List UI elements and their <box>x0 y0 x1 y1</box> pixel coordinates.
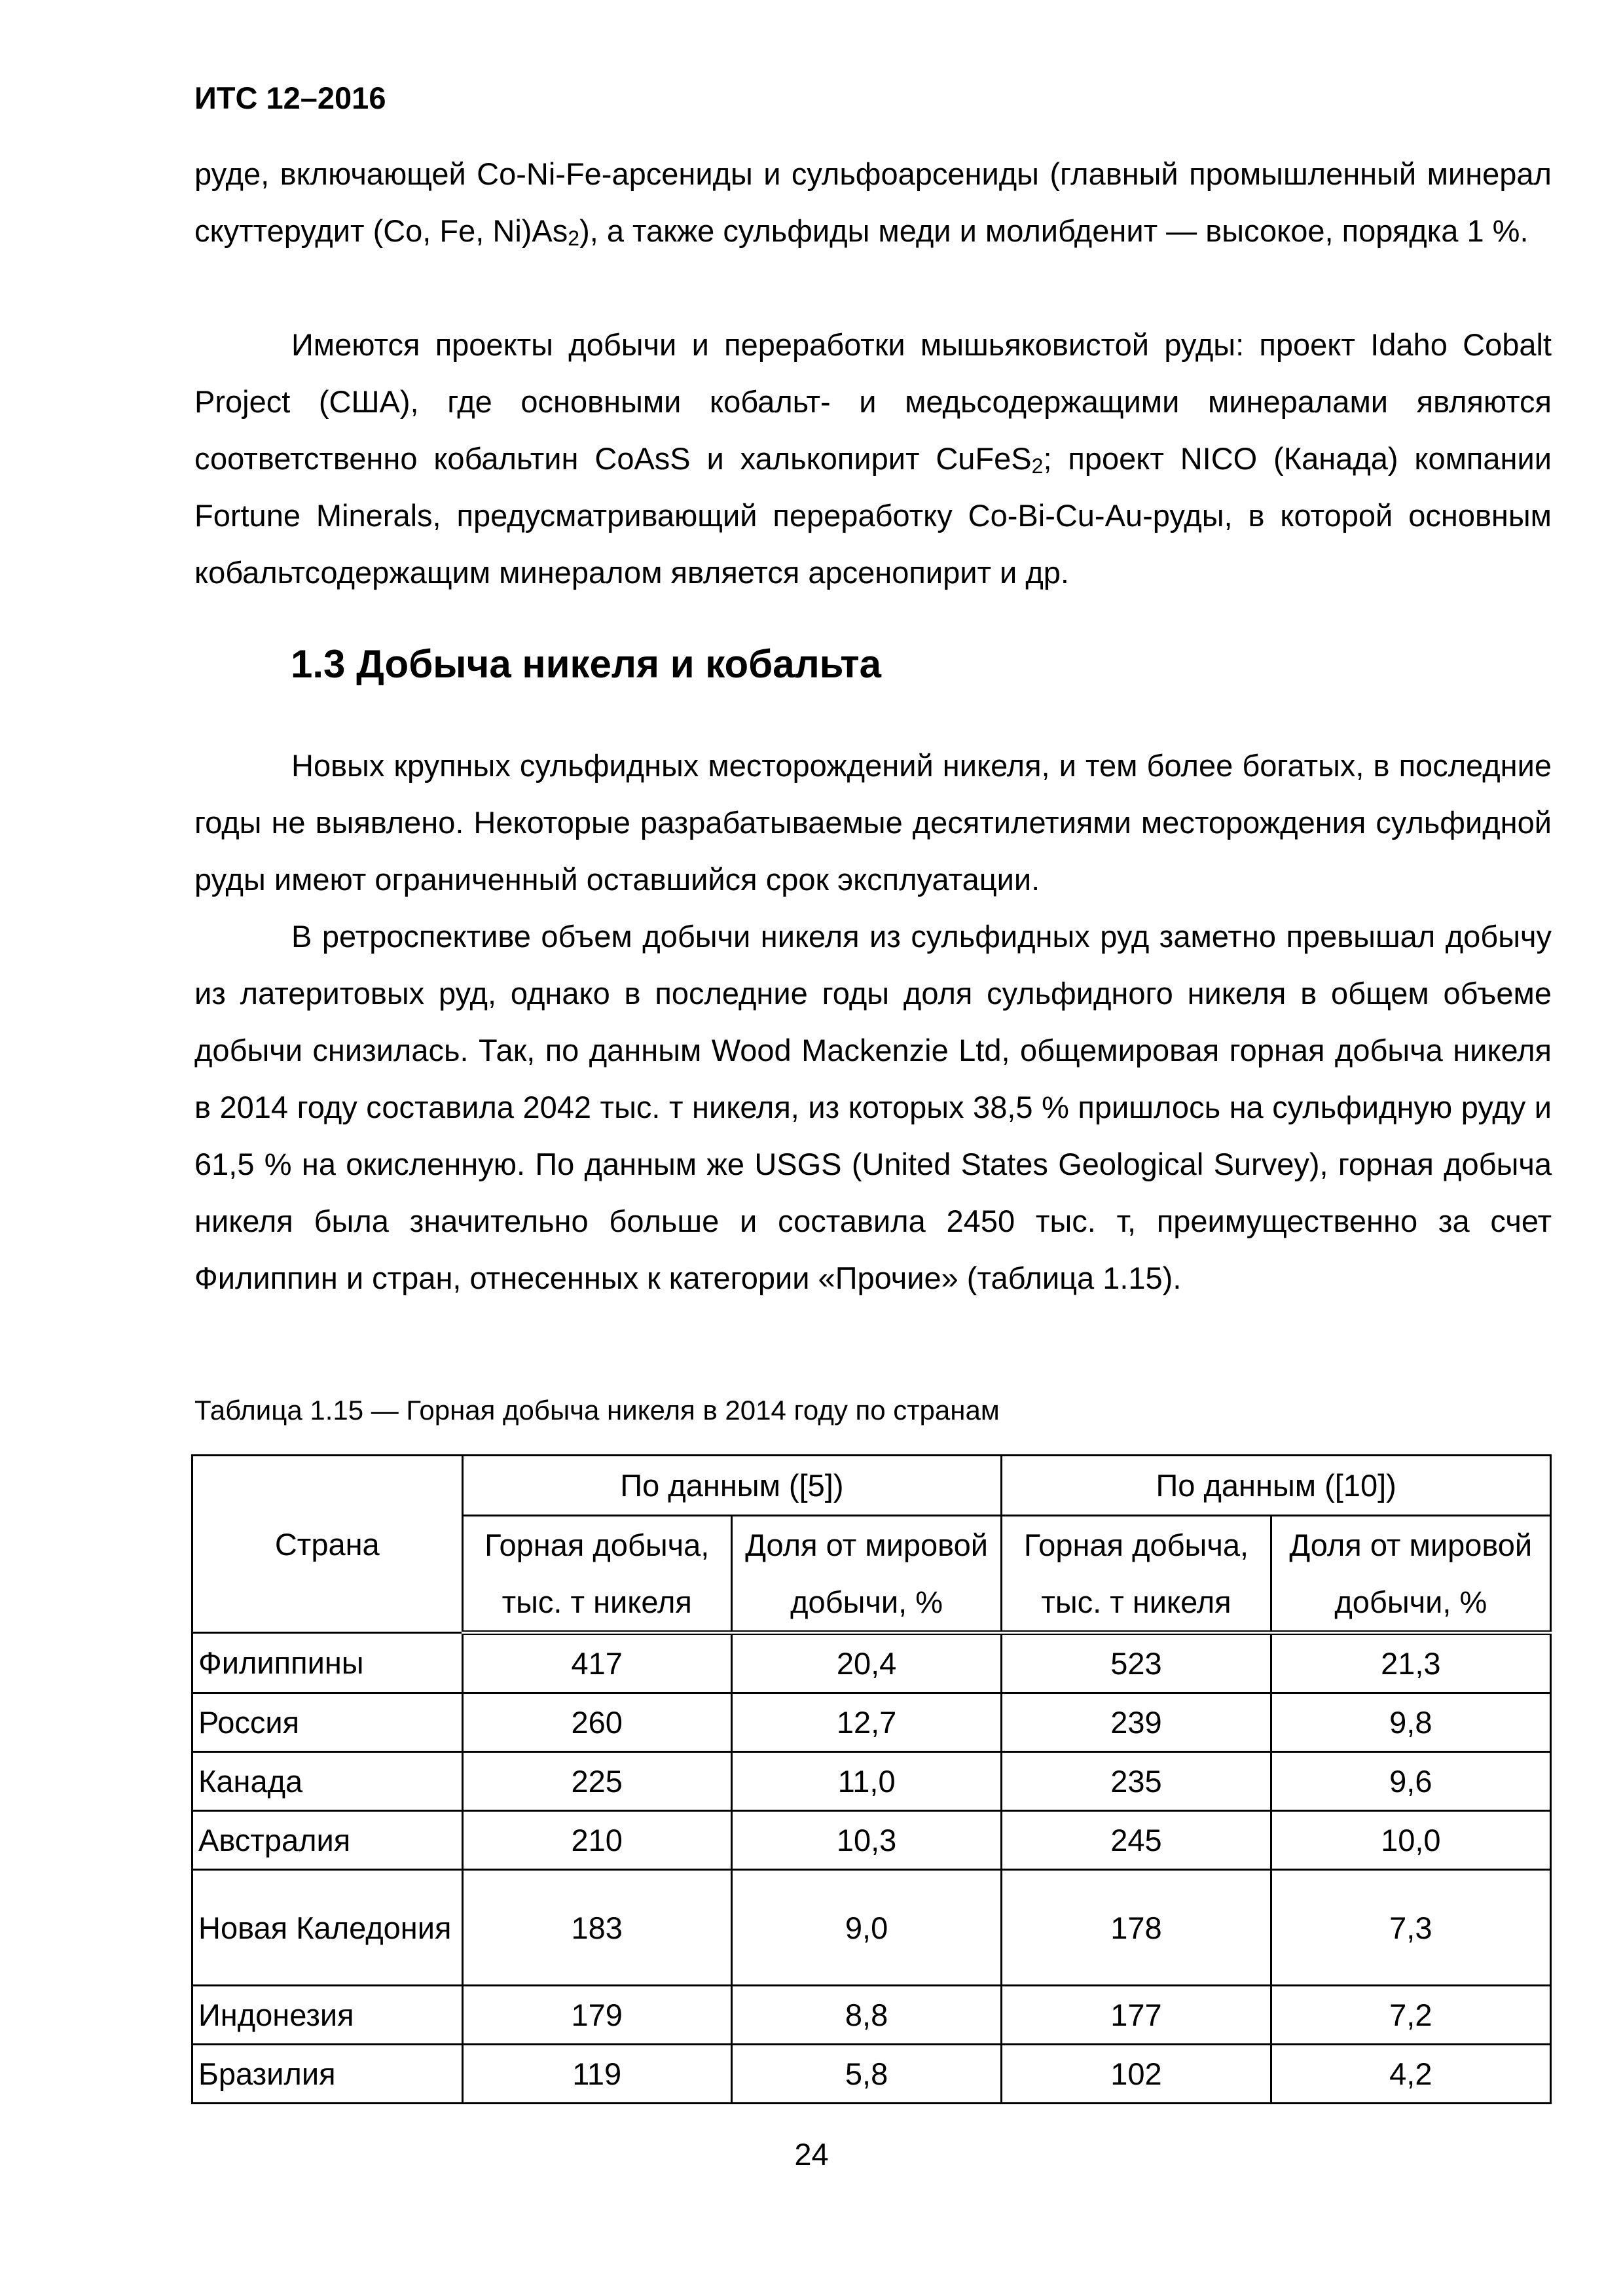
header-mining-source-10: Горная добыча, тыс. т никеля <box>1002 1516 1271 1633</box>
page-number: 24 <box>794 2137 829 2172</box>
cell-share-source-5: 5,8 <box>731 2045 1001 2104</box>
cell-mining-source-10: 178 <box>1002 1870 1271 1986</box>
cell-country: Новая Каледония <box>192 1870 463 1986</box>
intro-p2-subscript: 2 <box>1031 454 1044 478</box>
header-group-source-5: По данным ([5]) <box>462 1456 1002 1516</box>
cell-mining-source-5: 417 <box>462 1633 731 1693</box>
intro-p2-text-b: ; проект NICO (Канада) компании Fortune Minerals, предусматривающий переработку Co-Bi-Cu-Au-руды, в которой основным кобальтсодержащим минералом является арсенопирит и др. <box>194 441 1552 590</box>
cell-country: Австралия <box>192 1811 463 1870</box>
cell-mining-source-10: 177 <box>1002 1986 1271 2045</box>
table-row <box>192 1811 1551 1870</box>
header-mining-source-5: Горная добыча, тыс. т никеля <box>462 1516 731 1633</box>
header-country: Страна <box>192 1456 463 1633</box>
document-code-header: ИТС 12–2016 <box>194 81 386 115</box>
intro-paragraph-2 <box>194 316 1552 601</box>
cell-share-source-5: 12,7 <box>731 1693 1001 1752</box>
cell-mining-source-5: 225 <box>462 1752 731 1811</box>
table-row <box>192 1986 1551 2045</box>
table-row <box>192 1633 1551 1693</box>
cell-share-source-10: 7,3 <box>1271 1870 1550 1986</box>
table-row <box>192 1870 1551 1986</box>
table-row <box>192 1752 1551 1811</box>
cell-mining-source-10: 235 <box>1002 1752 1271 1811</box>
header-group-source-10: По данным ([10]) <box>1002 1456 1551 1516</box>
cell-share-source-5: 10,3 <box>731 1811 1001 1870</box>
cell-share-source-10: 9,6 <box>1271 1752 1550 1811</box>
table-row <box>192 1693 1551 1752</box>
intro-paragraph-1 <box>194 145 1552 259</box>
cell-share-source-10: 4,2 <box>1271 2045 1550 2104</box>
section-paragraph-2: В ретроспективе объем добычи никеля из сульфидных руд заметно превышал добычу из латеритовых руд, однако в последние годы доля сульфидного никеля в общем объеме добычи снизилась. Так, по данным Wood Mackenzie Ltd, общемировая горная добыча никеля в 2014 году составила 2042 тыс. т никеля, из которых 38,5 % пришлось на сульфидную руду и 61,5 % на окисленную. По данным же USGS (United States Geological Survey), горная добыча никеля была значительно больше и составила 2450 тыс. т, преимущественно за счет Филиппин и стран, отнесенных к категории «Прочие» (таблица 1.15). <box>194 919 1552 1295</box>
intro-p1-end: ), а также сульфиды меди и молибденит — высокое, порядка 1 %. <box>579 213 1529 248</box>
cell-country: Бразилия <box>192 2045 463 2104</box>
cell-mining-source-5: 210 <box>462 1811 731 1870</box>
cell-share-source-5: 11,0 <box>731 1752 1001 1811</box>
cell-country: Индонезия <box>192 1986 463 2045</box>
intro-p2-text-a: Имеются проекты добычи и переработки мышьяковистой руды: проект Idaho Cobalt Project (США), где основными кобальт- и медьсодержащими минералами являются соответственно кобальтин CoAsS и халькопирит CuFeS <box>194 327 1552 476</box>
table-caption: Таблица 1.15 — Горная добыча никеля в 2014 году по странам <box>194 1395 1000 1426</box>
cell-mining-source-5: 119 <box>462 2045 731 2104</box>
table-group-header-row <box>192 1456 1551 1516</box>
cell-country: Канада <box>192 1752 463 1811</box>
cell-share-source-10: 10,0 <box>1271 1811 1550 1870</box>
header-share-source-5: Доля от мировой добычи, % <box>731 1516 1001 1633</box>
section-heading: 1.3 Добыча никеля и кобальта <box>291 642 882 686</box>
cell-share-source-5: 9,0 <box>731 1870 1001 1986</box>
table-row <box>192 2045 1551 2104</box>
cell-mining-source-10: 245 <box>1002 1811 1271 1870</box>
cell-share-source-10: 9,8 <box>1271 1693 1550 1752</box>
cell-share-source-10: 21,3 <box>1271 1633 1550 1693</box>
cell-share-source-5: 8,8 <box>731 1986 1001 2045</box>
cell-mining-source-10: 239 <box>1002 1693 1271 1752</box>
cell-mining-source-5: 179 <box>462 1986 731 2045</box>
cell-country: Россия <box>192 1693 463 1752</box>
cell-mining-source-10: 102 <box>1002 2045 1271 2104</box>
header-share-source-10: Доля от мировой добычи, % <box>1271 1516 1550 1633</box>
cell-country: Филиппины <box>192 1633 463 1693</box>
intro-p1-text: руде, включающей Co-Ni-Fe-арсениды и сульфоарсениды (главный промышленный минерал скуттерудит (Co, Fe, Ni)As <box>194 156 1552 248</box>
nickel-mining-table <box>191 1454 1552 2104</box>
intro-p1-subscript: 2 <box>568 226 580 250</box>
cell-mining-source-5: 183 <box>462 1870 731 1986</box>
cell-mining-source-5: 260 <box>462 1693 731 1752</box>
cell-mining-source-10: 523 <box>1002 1633 1271 1693</box>
cell-share-source-5: 20,4 <box>731 1633 1001 1693</box>
section-paragraph-1: Новых крупных сульфидных месторождений никеля, и тем более богатых, в последние годы не выявлено. Некоторые разрабатываемые десятилетиями месторождения сульфидной руды имеют ограниченный оставшийся срок эксплуатации. <box>194 748 1552 897</box>
cell-share-source-10: 7,2 <box>1271 1986 1550 2045</box>
